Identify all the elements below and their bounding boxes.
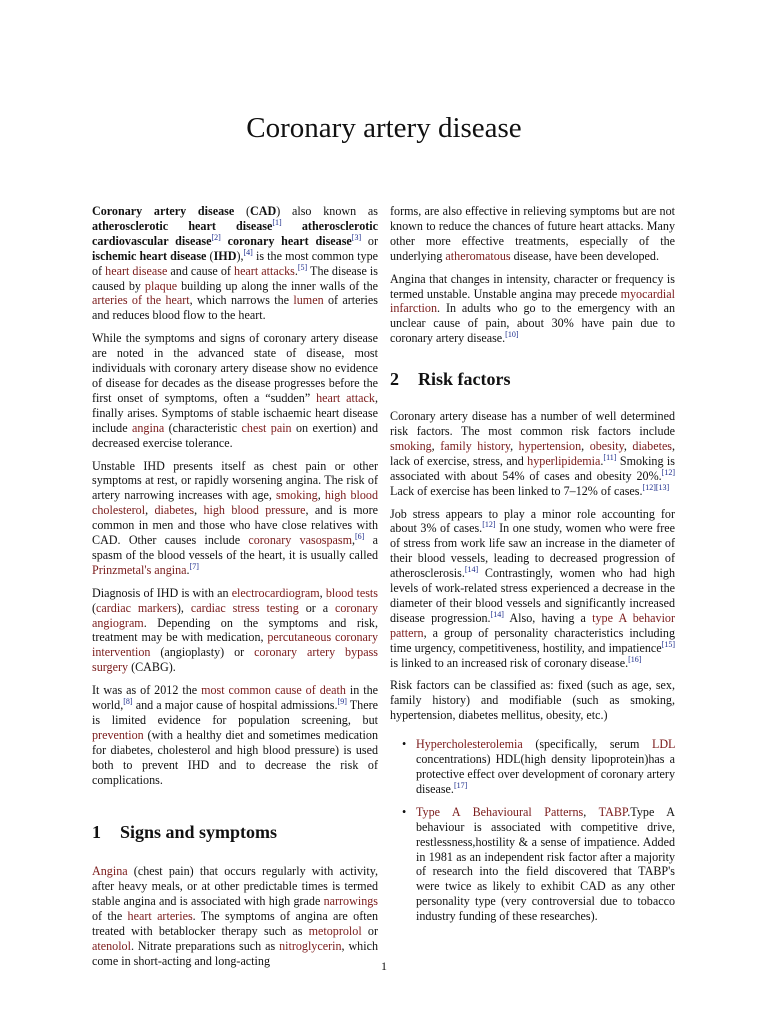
citation-link[interactable]: [14]: [490, 609, 504, 619]
diagnosis-paragraph: Diagnosis of IHD is with an electrocardiogram, blood tests (cardiac markers), cardiac stress testing or a coronary angiogram. Depending on the symptoms and risk, treatment may be with medication, percutaneous coronary intervention (angioplasty) or coronary artery bypass surgery (CABG).: [92, 585, 378, 675]
bullet-icon: •: [402, 737, 407, 752]
epidemiology-paragraph: It was as of 2012 the most common cause of death in the world,[8] and a major cause of hospital admissions.[9] There is limited evidence for population screening, but prevention (with a healthy diet and sometimes medication for diabetes, cholesterol and high blood pressure) is used both to prevent IHD and to decrease the risk of complications.: [92, 683, 378, 787]
link-atenolol[interactable]: atenolol: [92, 938, 131, 953]
citation-link[interactable]: [3]: [351, 232, 362, 242]
citation-link[interactable]: [4]: [243, 247, 253, 257]
link-coronary-vasospasm[interactable]: coronary vasospasm: [248, 533, 352, 548]
section-heading-signs-and-symptoms: 1 Signs and symptoms: [92, 821, 278, 842]
job-stress-paragraph: Job stress appears to play a minor role accounting for about 3% of cases.[12] In one study, women who were free of stress from work life saw an increase in the diameter of their blood vessels, leading to decreased progression of atherosclerosis.[14] Contrastingly, women who had high levels of work-related stress experienced a decrease in the diameter of their blood vessels and significantly increased disease progression.[14] Also, having a type A behavior pattern, a group of personality characteristics including time urgency, competitiveness, hostility, and impatience[15] is linked to an increased risk of coronary disease.[16]: [390, 506, 675, 670]
link-hypertension[interactable]: hypertension: [518, 438, 582, 453]
link-atheromatous[interactable]: atheromatous: [445, 248, 511, 263]
nitrate-continuation-paragraph: forms, are also effective in relieving symptoms but are not known to reduce the chances of future heart attacks. Many other more effective treatments, especially of the underlying atheromatous disease, have been developed.: [390, 204, 675, 263]
term-ascvd: atherosclerotic cardiovascular disease: [92, 218, 378, 248]
term-chd: coronary heart disease: [227, 233, 352, 248]
link-plaque[interactable]: plaque: [144, 278, 178, 293]
term-ahd: atherosclerotic heart disease: [92, 218, 273, 233]
term-cad: Coronary artery disease: [92, 204, 235, 218]
link-type-a-behavioural-patterns[interactable]: Type A Behavioural Patterns: [416, 804, 584, 819]
link-smoking[interactable]: smoking: [276, 488, 318, 503]
link-diabetes[interactable]: diabetes: [632, 438, 673, 453]
link-hyperlipidemia[interactable]: hyperlipidemia: [527, 453, 601, 468]
link-percutaneous-coronary-intervention[interactable]: percutaneous coronary intervention: [92, 630, 378, 660]
angina-paragraph: Angina (chest pain) that occurs regularly with activity, after heavy meals, or at other predictable times is termed stable angina and is associated with high grade narrowings of the heart arteries. The symptoms of angina are often treated with betablocker therapy such as metoprolol or atenolol. Nitrate preparations such as nitroglycerin, which come in short-acting and long-acting: [92, 864, 379, 968]
link-blood-tests[interactable]: blood tests: [325, 585, 378, 600]
link-heart-attacks[interactable]: heart attacks: [234, 263, 295, 278]
page-number: 1: [381, 959, 387, 973]
link-arteries-of-the-heart[interactable]: arteries of the heart: [92, 293, 190, 308]
symptoms-overview-paragraph: While the symptoms and signs of coronary artery disease are noted in the advanced state of disease, most individuals with coronary artery disease show no evidence of disease for decades as the disease progresses before the first onset of symptoms, often a “sudden” heart attack, finally arises. Symptoms of stable ischaemic heart disease include angina (characteristic chest pain on exertion) and decreased exercise tolerance.: [92, 331, 379, 450]
link-angina[interactable]: angina: [132, 420, 165, 435]
unstable-angina-paragraph: Angina that changes in intensity, character or frequency is termed unstable. Unstable angina may precede myocardial infarction. In adults who go to the emergency with an unclear cause of pain, about 30% have pain due to coronary artery disease.[10]: [390, 271, 675, 346]
citation-link[interactable]: [12]: [482, 520, 496, 530]
citation-link[interactable]: [16]: [628, 654, 642, 664]
link-lumen[interactable]: lumen: [293, 293, 324, 308]
citation-link[interactable]: [9]: [337, 697, 347, 707]
intro-paragraph: Coronary artery disease (CAD) also known as atherosclerotic heart disease[1] atherosclerotic cardiovascular disease[2] coronary heart disease[3] or ischemic heart disease (IHD),[4] is the most common type of heart disease and cause of heart attacks.[5] The disease is caused by plaque building up along the inner walls of the arteries of the heart, which narrows the lumen of arteries and reduces blood flow to the heart.: [92, 204, 379, 323]
risk-factor-list: [390, 737, 675, 924]
citation-link[interactable]: [6]: [355, 532, 365, 541]
link-diabetes[interactable]: diabetes: [154, 503, 195, 518]
section-heading-risk-factors: 2 Risk factors: [390, 369, 511, 390]
link-electrocardiogram[interactable]: electrocardiogram: [231, 585, 320, 600]
link-high-blood-pressure[interactable]: high blood pressure: [203, 503, 306, 518]
link-hypercholesterolemia[interactable]: Hypercholesterolemia: [416, 737, 523, 752]
link-cardiac-stress-testing[interactable]: cardiac stress testing: [190, 600, 299, 615]
link-type-a-behavior-pattern[interactable]: type A behavior pattern: [390, 610, 675, 640]
link-metoprolol[interactable]: metoprolol: [308, 924, 362, 939]
citation-link[interactable]: [11]: [603, 452, 617, 462]
link-prevention[interactable]: prevention: [92, 727, 144, 742]
link-nitroglycerin[interactable]: nitroglycerin: [279, 938, 342, 953]
link-heart-disease[interactable]: heart disease: [105, 263, 168, 278]
citation-link[interactable]: [17]: [453, 780, 468, 790]
citation-link[interactable]: [14]: [464, 565, 479, 575]
link-narrowings[interactable]: narrowings: [323, 894, 378, 909]
risk-factors-paragraph: Coronary artery disease has a number of well determined risk factors. The most common risk factors include smoking, family history, hypertension, obesity, diabetes, lack of exercise, stress, and hyperlipidemia.[11] Smoking is associated with about 54% of cases and obesity 20%.[12] Lack of exercise has been linked to 7–12% of cases.[12][13]: [390, 409, 676, 498]
unstable-ihd-paragraph: Unstable IHD presents itself as chest pain or other symptoms at rest, or rapidly worsening angina. The risk of artery narrowing increases with age, smoking, high blood cholesterol, diabetes, high blood pressure, and is more common in men and those who have close relatives with CAD. Other causes include coronary vasospasm,[6] a spasm of the blood vessels of the heart, it is usually called Prinzmetal's angina.[7]: [92, 458, 378, 577]
link-myocardial-infarction[interactable]: myocardial infarction: [390, 286, 675, 316]
link-coronary-angiogram[interactable]: coronary angiogram: [92, 600, 378, 630]
link-most-common-cause-of-death[interactable]: most common cause of death: [201, 683, 346, 698]
term-ihd: ischemic heart disease: [92, 248, 207, 263]
citation-link[interactable]: [7]: [189, 561, 199, 571]
citation-link[interactable]: [1]: [272, 217, 282, 227]
risk-classification-paragraph: Risk factors can be classified as: fixed (such as age, sex, family history) and modifiable (such as smoking, hypertension, diabetes mellitus, obesity, etc.): [390, 678, 675, 723]
list-item: • Hypercholesterolemia (specifically, serum LDL concentrations) HDL(high density lipoprotein)has a protective effect over development of coronary artery disease.[17]: [402, 737, 675, 796]
right-column: [390, 204, 675, 932]
citation-link[interactable]: [10]: [505, 330, 519, 340]
citation-link[interactable]: [15]: [661, 639, 675, 649]
link-tabp[interactable]: TABP: [598, 804, 628, 819]
link-smoking[interactable]: smoking: [390, 438, 432, 453]
link-heart-arteries[interactable]: heart arteries: [127, 909, 193, 924]
citation-link[interactable]: [12][13]: [642, 482, 670, 492]
citation-link[interactable]: [12]: [661, 467, 675, 477]
bullet-icon: •: [402, 804, 407, 819]
link-angina[interactable]: Angina: [92, 864, 128, 879]
citation-link[interactable]: [8]: [123, 697, 133, 707]
link-heart-attack[interactable]: heart attack: [316, 390, 375, 405]
link-ldl[interactable]: LDL: [651, 737, 675, 752]
link-high-blood-cholesterol[interactable]: high blood cholesterol: [92, 488, 378, 518]
link-chest-pain[interactable]: chest pain: [241, 420, 292, 435]
citation-link[interactable]: [2]: [211, 232, 221, 242]
term-cad-abbr: CAD: [250, 204, 277, 218]
link-obesity[interactable]: obesity: [589, 438, 624, 453]
list-item: • Type A Behavioural Patterns, TABP.Type A behaviour is associated with competitive drive, restlessness,hostility & a sense of impatience. Added in 1981 as an independent risk factor after a majority of research into the field discovered that TABP's were twice as likely to exhibit CAD as any other personality type (very controversial due to tobacco industry funding of these researches).: [402, 804, 675, 924]
link-family-history[interactable]: family history: [440, 438, 511, 453]
link-cardiac-markers[interactable]: cardiac markers: [96, 600, 177, 615]
link-prinzmetals-angina[interactable]: Prinzmetal's angina: [92, 562, 187, 577]
citation-link[interactable]: [5]: [297, 262, 308, 272]
page-title: Coronary artery disease: [246, 112, 522, 144]
link-coronary-artery-bypass-surgery[interactable]: coronary artery bypass surgery: [92, 645, 378, 675]
left-column: [92, 204, 378, 977]
term-ihd-abbr: IHD: [213, 248, 237, 263]
